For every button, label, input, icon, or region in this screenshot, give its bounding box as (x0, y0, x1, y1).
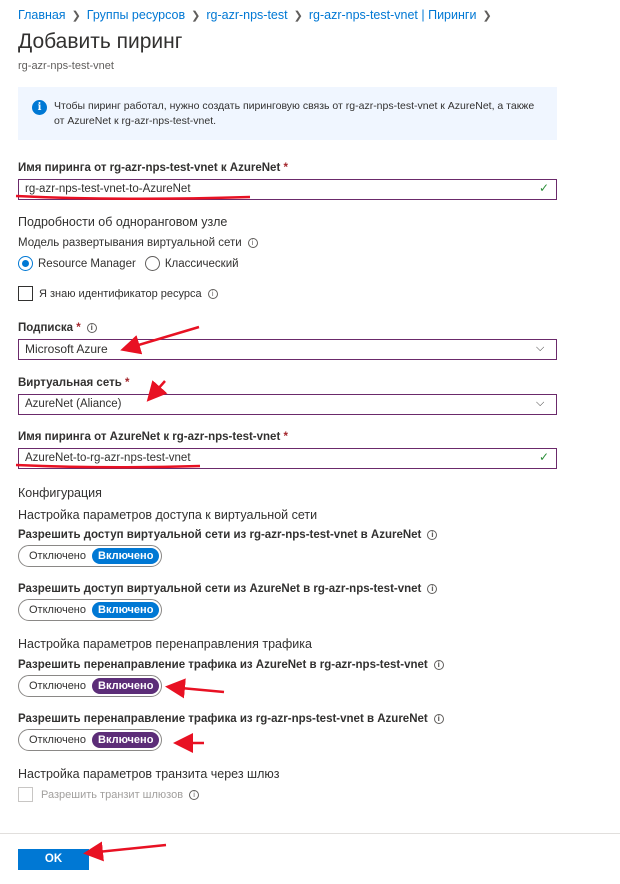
peering-name-1-input[interactable] (18, 179, 557, 200)
toggle-off-option[interactable]: Отключено (29, 680, 86, 692)
breadcrumb-resource-group[interactable]: rg-azr-nps-test (206, 8, 288, 22)
configuration-heading: Конфигурация (18, 486, 102, 500)
peering-name-2-value: AzureNet-to-rg-azr-nps-test-vnet (25, 452, 191, 464)
forwarding-heading: Настройка параметров перенаправления трафика (18, 637, 312, 651)
gateway-transit-row (18, 787, 199, 802)
gateway-transit-checkbox[interactable] (18, 787, 33, 802)
toggle-1-label: Разрешить доступ виртуальной сети из rg-azr-nps-test-vnet в AzureNet i (18, 529, 437, 541)
info-icon[interactable]: i (248, 238, 258, 248)
breadcrumb-vnet-peerings[interactable]: rg-azr-nps-test-vnet | Пиринги (308, 8, 477, 22)
info-icon[interactable]: i (434, 660, 444, 670)
info-icon[interactable]: i (427, 584, 437, 594)
breadcrumb-resource-groups[interactable]: Группы ресурсов (86, 8, 186, 22)
checkmark-icon: ✓ (539, 181, 550, 195)
radio-resource-manager-label: Resource Manager (38, 257, 136, 270)
radio-classic-label: Классический (164, 257, 239, 270)
toggle-off-option[interactable]: Отключено (29, 604, 86, 616)
subscription-select[interactable] (18, 339, 557, 360)
radio-classic[interactable] (145, 256, 160, 271)
ok-button[interactable]: OK (18, 849, 89, 870)
chevron-right-icon: ❯ (71, 9, 81, 22)
know-resource-id-row (18, 286, 218, 301)
toggle-off-option[interactable]: Отключено (29, 734, 86, 746)
toggle-on-option[interactable]: Включено (92, 602, 159, 618)
toggle-on-option[interactable]: Включено (92, 548, 159, 564)
info-icon[interactable]: i (427, 530, 437, 540)
info-icon[interactable]: i (87, 323, 97, 333)
chevron-down-icon: ⌵ (536, 342, 545, 354)
access-heading: Настройка параметров доступа к виртуальной сети (18, 508, 318, 522)
peering-name-1-label: Имя пиринга от rg-azr-nps-test-vnet к AzureNet * (18, 162, 288, 174)
annotation-arrow-ok (88, 845, 166, 853)
transit-heading: Настройка параметров транзита через шлюз (18, 767, 280, 781)
info-icon: i (32, 100, 47, 115)
know-resource-id-checkbox[interactable] (18, 286, 33, 301)
toggle-on-option[interactable]: Включено (92, 732, 159, 748)
toggle-4-label: Разрешить перенаправление трафика из rg-azr-nps-test-vnet в AzureNet i (18, 713, 444, 725)
toggle-on-option[interactable]: Включено (92, 678, 159, 694)
chevron-right-icon: ❯ (191, 9, 201, 22)
subscription-label: Подписка * i (18, 322, 97, 334)
deployment-model-label: Модель развертывания виртуальной сети i (18, 237, 258, 249)
toggle-forwarding-1[interactable] (18, 675, 162, 697)
chevron-right-icon: ❯ (293, 9, 303, 22)
toggle-3-label: Разрешить перенаправление трафика из AzureNet в rg-azr-nps-test-vnet i (18, 659, 444, 671)
footer-divider (0, 833, 620, 834)
chevron-down-icon: ⌵ (536, 397, 545, 409)
info-icon[interactable]: i (189, 790, 199, 800)
toggle-2-label: Разрешить доступ виртуальной сети из AzureNet в rg-azr-nps-test-vnet i (18, 583, 437, 595)
toggle-forwarding-2[interactable] (18, 729, 162, 751)
subscription-value: Microsoft Azure (25, 342, 108, 356)
virtual-network-label: Виртуальная сеть * (18, 377, 130, 389)
info-icon[interactable]: i (208, 289, 218, 299)
toggle-vnet-access-1[interactable] (18, 545, 162, 567)
annotation-arrow-toggle-3 (170, 687, 224, 692)
remote-details-heading: Подробности об одноранговом узле (18, 215, 228, 229)
virtual-network-select[interactable] (18, 394, 557, 415)
page-subtitle: rg-azr-nps-test-vnet (18, 60, 114, 72)
virtual-network-value: AzureNet (Aliance) (25, 398, 122, 410)
radio-resource-manager[interactable] (18, 256, 33, 271)
toggle-off-option[interactable]: Отключено (29, 550, 86, 562)
know-resource-id-label: Я знаю идентификатор ресурса (39, 287, 202, 300)
info-icon[interactable]: i (434, 714, 444, 724)
breadcrumb (18, 8, 498, 22)
info-text: Чтобы пиринг работал, нужно создать пиринговую связь от rg-azr-nps-test-vnet к AzureNet, а также от AzureNet к rg-azr-nps-test-vnet. (54, 100, 535, 127)
peering-name-2-input[interactable] (18, 448, 557, 469)
checkmark-icon: ✓ (539, 450, 550, 464)
peering-name-1-value: rg-azr-nps-test-vnet-to-AzureNet (25, 183, 191, 195)
peering-name-2-label: Имя пиринга от AzureNet к rg-azr-nps-test-vnet * (18, 431, 288, 443)
breadcrumb-home[interactable]: Главная (18, 8, 66, 22)
deployment-model-radio-group (18, 256, 239, 271)
page-title: Добавить пиринг (18, 30, 183, 53)
toggle-vnet-access-2[interactable] (18, 599, 162, 621)
chevron-right-icon: ❯ (482, 9, 492, 22)
gateway-transit-label: Разрешить транзит шлюзов (41, 788, 184, 801)
